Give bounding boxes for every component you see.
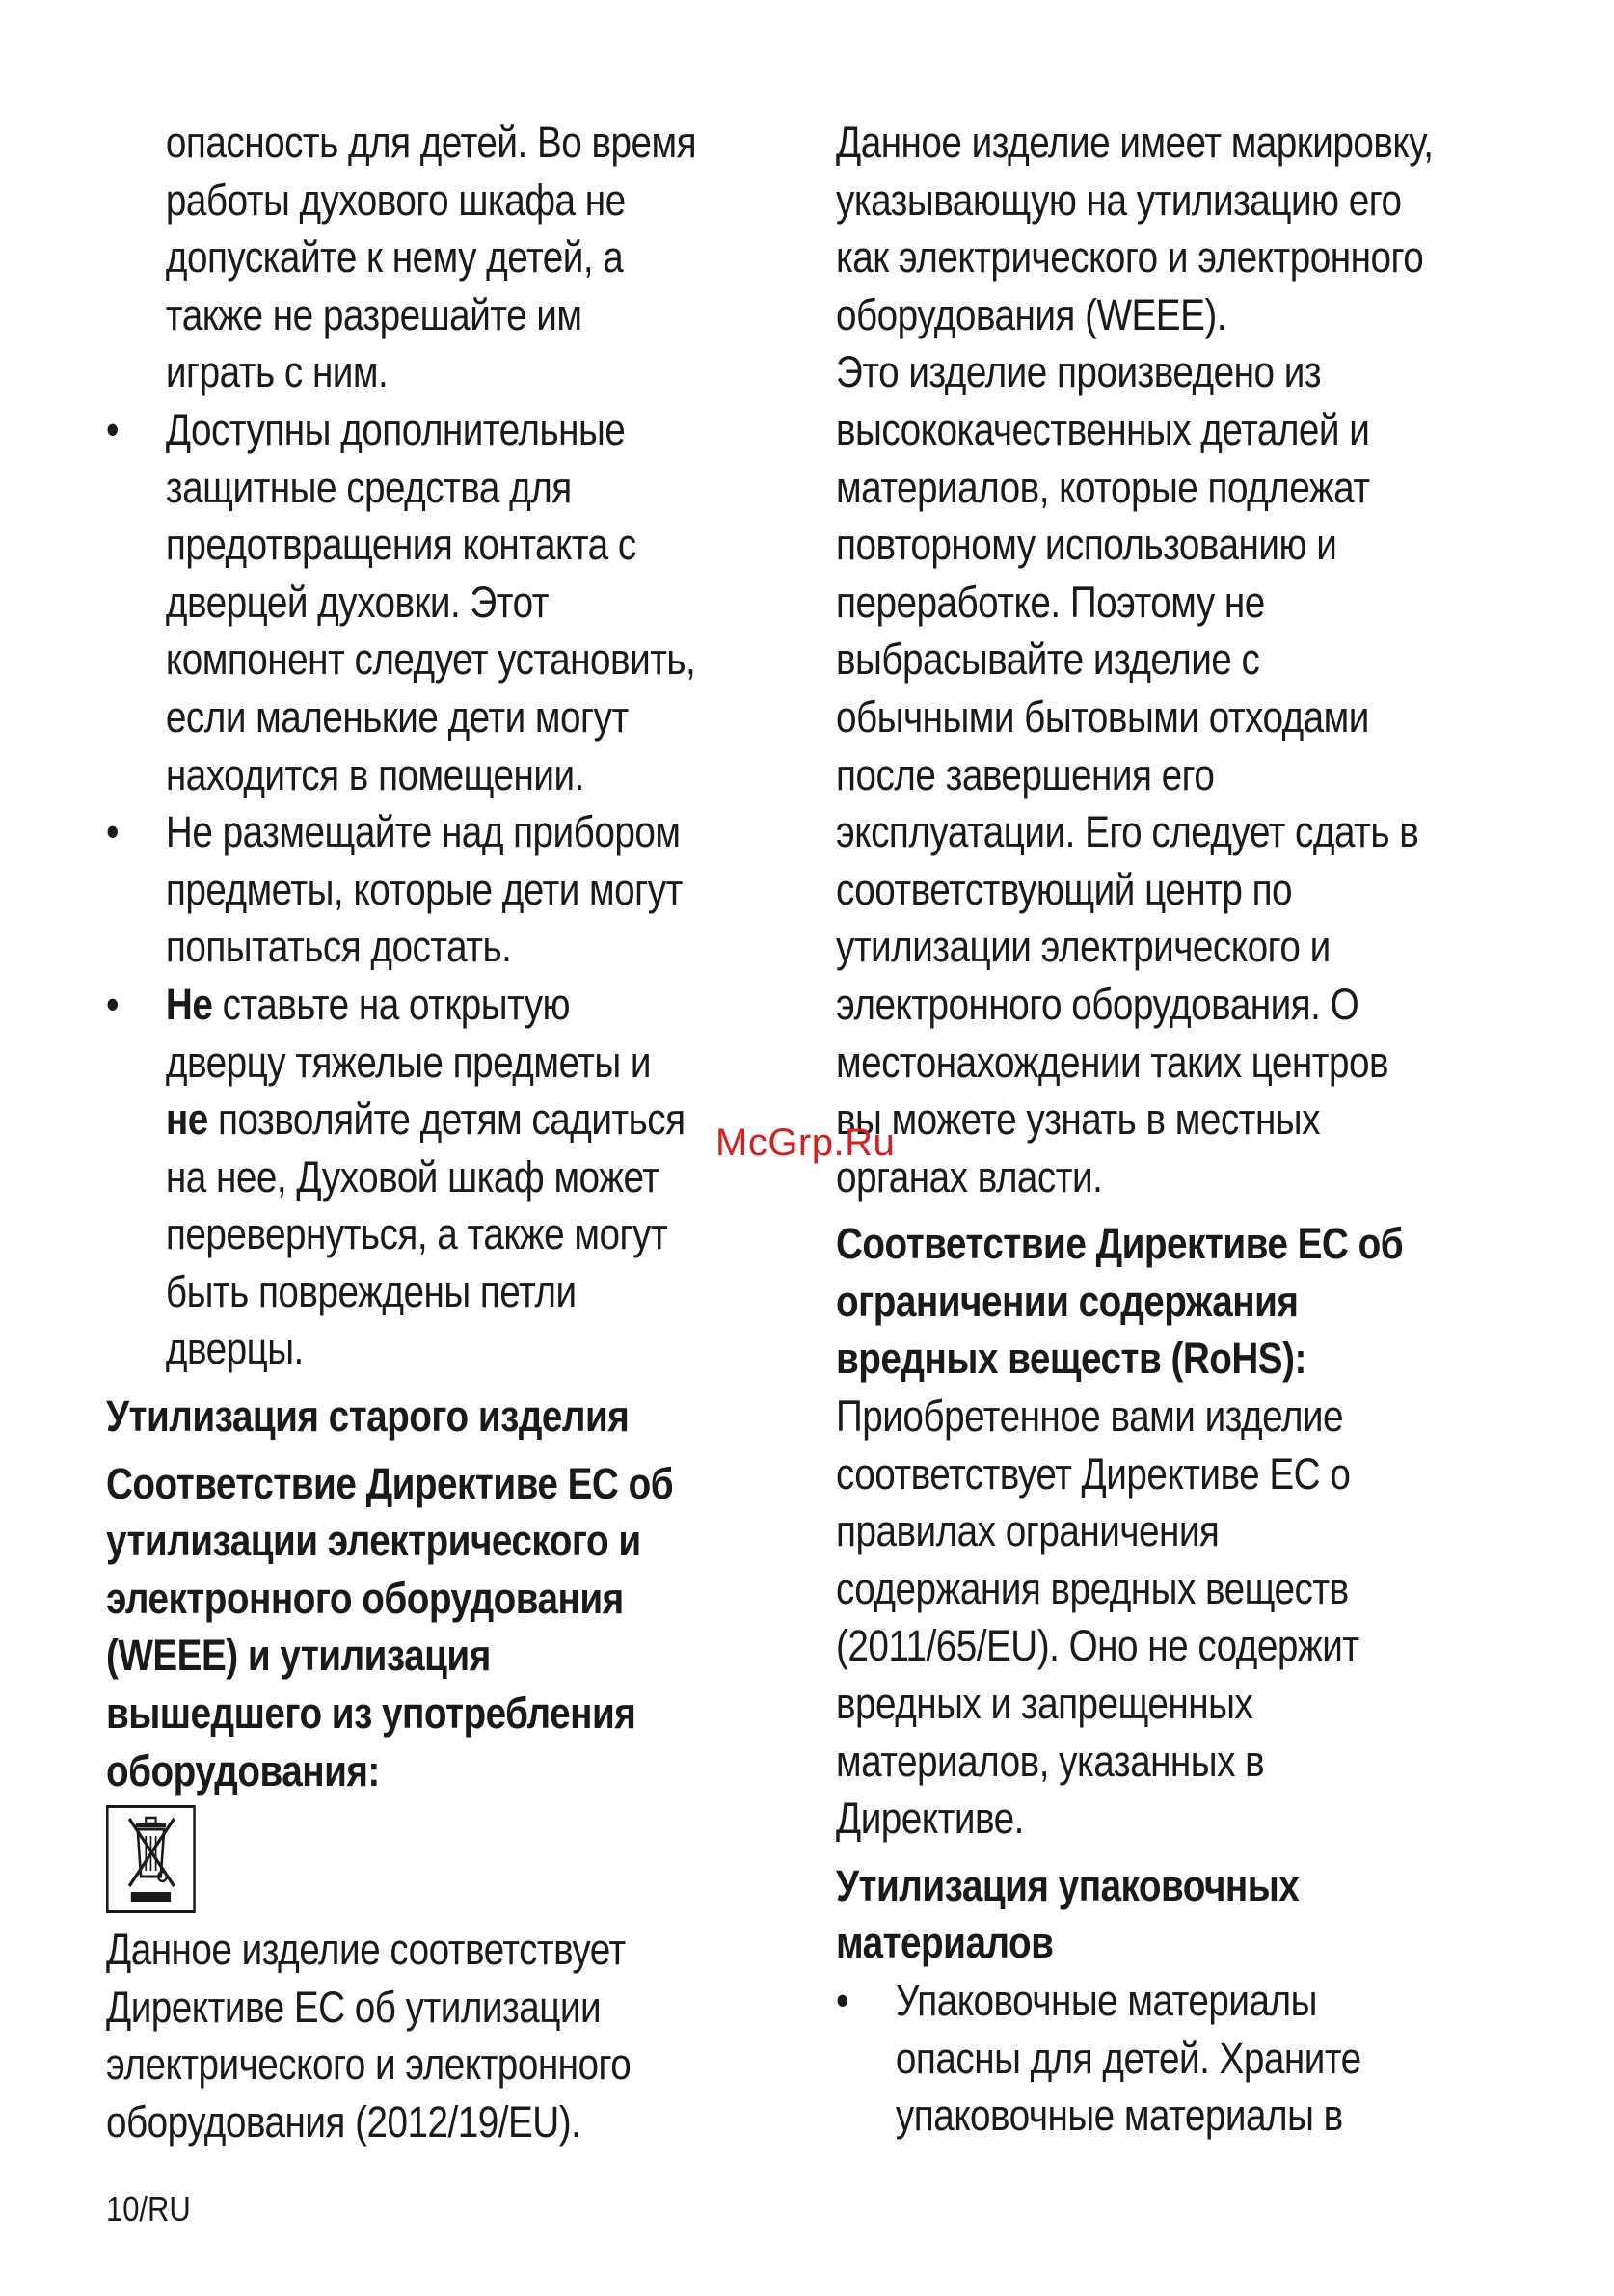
text-line: эксплуатации. Его следует сдать в [836, 807, 1419, 857]
list-item [106, 401, 718, 803]
heading-line: материалов [836, 1918, 1054, 1968]
text-line: предметы, которые дети могут [165, 864, 683, 914]
text-line: высококачественных деталей и [836, 404, 1370, 454]
text-line: вредных и запрещенных [836, 1679, 1253, 1729]
list-item [106, 976, 718, 1378]
text-line: электрического и электронного [106, 2039, 632, 2090]
heading-line: ограничении содержания [836, 1276, 1299, 1326]
text-line: Директиве. [836, 1794, 1024, 1844]
weee-compliance-paragraph [106, 1921, 718, 2150]
text-line: повторному использованию и [836, 520, 1337, 570]
list-item [836, 1972, 1516, 2145]
text-line: если маленькие дети могут [165, 691, 629, 742]
text-line: местонахождении таких центров [836, 1037, 1389, 1087]
text-line: Данное изделие соответствует [106, 1925, 626, 1975]
text-line: оборудования (2012/19/EU). [106, 2097, 581, 2147]
text-line: работы духового шкафа не [165, 175, 626, 225]
text-line: находится в помещении. [165, 749, 584, 799]
continuation-paragraph [106, 114, 718, 401]
text-line: быть повреждены петли [165, 1266, 577, 1316]
text-line: содержания вредных веществ [836, 1563, 1349, 1613]
section-heading-weee [106, 1455, 718, 1800]
text-line: Доступны дополнительные [165, 404, 626, 454]
text-line: также не разрешайте им [165, 289, 582, 339]
heading-line: вредных веществ (RoHS): [836, 1334, 1306, 1384]
text-line: опасны для детей. Храните [895, 2033, 1361, 2083]
text-line: электронного оборудования. О [836, 979, 1359, 1029]
bullet-marker: • [106, 404, 120, 454]
section-heading-packaging [836, 1857, 1516, 1972]
left-column [106, 114, 718, 2151]
text-line: опасность для детей. Во время [165, 118, 697, 167]
emphasis-text: Не [165, 979, 213, 1029]
text-line: Директиве ЕС об утилизации [106, 1982, 602, 2032]
list-item [106, 803, 718, 976]
text-line: (2011/65/EU). Оно не содержит [836, 1621, 1359, 1671]
text-line: Это изделие произведено из [836, 347, 1322, 397]
text-line: компонент следует установить, [165, 635, 696, 685]
text-line: соответствует Директиве ЕС о [836, 1448, 1351, 1499]
text-line: обычными бытовыми отходами [836, 691, 1369, 742]
text-line: на нее, Духовой шкаф может [165, 1151, 659, 1202]
text-line: попытаться достать. [165, 922, 512, 972]
text-line: Данное изделие имеет маркировку, [836, 118, 1434, 167]
text-span: ставьте на открытую [212, 979, 571, 1029]
text-line: переработке. Поэтому не [836, 577, 1265, 627]
emphasis-text: не [165, 1094, 208, 1145]
heading-line: электронного оборудования [106, 1573, 624, 1623]
text-line: допускайте к нему детей, а [165, 232, 624, 283]
text-line: как электрического и электронного [836, 232, 1424, 283]
heading-line: (WEEE) и утилизация [106, 1631, 491, 1681]
section-heading: Утилизация старого изделия [106, 1391, 630, 1442]
right-column [836, 114, 1516, 2145]
heading-line: оборудования: [106, 1745, 380, 1796]
page-number: 10/RU [106, 2189, 191, 2228]
bullet-marker: • [836, 1976, 849, 2025]
heading-line: утилизации электрического и [106, 1516, 641, 1566]
bullet-marker: • [106, 807, 120, 857]
text-line: материалов, которые подлежат [836, 462, 1370, 512]
rohs-paragraph [836, 1388, 1516, 1848]
text-line: правилах ограничения [836, 1506, 1220, 1556]
text-line: вы можете узнать в местных [836, 1094, 1320, 1145]
text-line: выбрасывайте изделие с [836, 635, 1260, 685]
bullet-marker: • [106, 979, 120, 1029]
text-line: дверцы. [165, 1324, 304, 1374]
heading-line: Утилизация упаковочных [836, 1860, 1300, 1910]
text-line: оборудования (WEEE). [836, 289, 1226, 339]
text-line: играть с ним. [165, 347, 389, 397]
text-line: после завершения его [836, 749, 1215, 799]
text-line: упаковочные материалы в [895, 2091, 1343, 2141]
text-line: Не размещайте над прибором [165, 807, 681, 857]
weee-marking-paragraph [836, 114, 1516, 343]
text-line [166, 1091, 718, 1148]
text-line: предотвращения контакта с [165, 520, 636, 570]
watermark: McGrp.Ru [715, 1121, 896, 1164]
text-line: перевернуться, а также могут [165, 1209, 668, 1259]
heading-line: Соответствие Директиве ЕС об [106, 1458, 674, 1508]
text-line: органах власти. [836, 1151, 1103, 1202]
text-line: указывающую на утилизацию его [836, 175, 1402, 225]
text-span: позволяйте детям садиться [207, 1094, 686, 1145]
heading-line: Соответствие Директиве ЕС об [836, 1219, 1404, 1269]
section-heading-rohs [836, 1215, 1516, 1388]
text-line: утилизации электрического и [836, 922, 1331, 972]
text-line: защитные средства для [165, 462, 572, 512]
heading-line: вышедшего из употребления [106, 1688, 636, 1739]
text-line: Приобретенное вами изделие [836, 1391, 1344, 1442]
text-line: дверцей духовки. Этот [165, 577, 549, 627]
text-line: дверцу тяжелые предметы и [165, 1037, 652, 1087]
text-line: материалов, указанных в [836, 1736, 1265, 1786]
text-line: соответствующий центр по [836, 864, 1293, 914]
recycling-paragraph [836, 343, 1516, 1205]
text-line [166, 976, 718, 1034]
weee-bin-icon [106, 1805, 196, 1913]
text-line: Упаковочные материалы [895, 1976, 1317, 2025]
